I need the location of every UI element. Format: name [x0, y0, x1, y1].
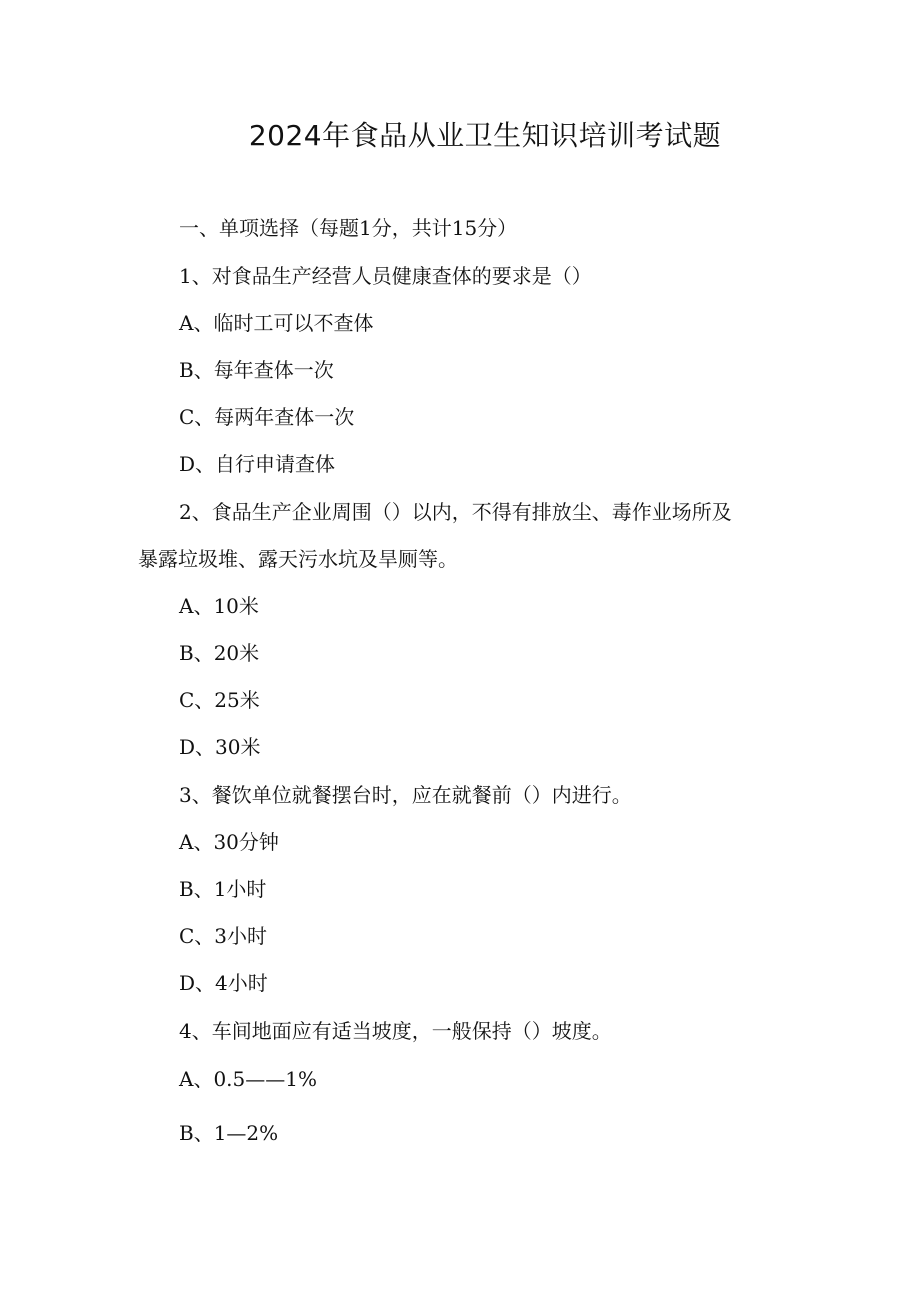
document-title: 2024年食品从业卫生知识培训考试题 — [248, 119, 722, 152]
question-2-option-b: B、20米 — [179, 641, 260, 665]
question-1-option-b: B、每年查体一次 — [179, 358, 334, 382]
question-3-option-b: B、1小时 — [179, 877, 267, 901]
question-4-option-a: A、0.5——1% — [179, 1067, 317, 1091]
question-1-option-a: A、临时工可以不查体 — [179, 311, 374, 335]
question-4-stem: 4、车间地面应有适当坡度，一般保持（）坡度。 — [179, 1019, 612, 1043]
question-1-stem: 1、对食品生产经营人员健康查体的要求是（） — [179, 264, 592, 288]
question-1-option-d: D、自行申请查体 — [179, 452, 336, 476]
question-2-option-a: A、10米 — [179, 594, 259, 618]
question-3-option-c: C、3小时 — [179, 924, 268, 948]
question-4-option-b: B、1—2% — [179, 1121, 279, 1145]
question-2-stem-continued: 暴露垃圾堆、露天污水坑及旱厕等。 — [138, 547, 458, 571]
question-3-option-a: A、30分钟 — [179, 830, 279, 854]
question-2-option-d: D、30米 — [179, 735, 261, 759]
question-1-option-c: C、每两年查体一次 — [179, 405, 355, 429]
section-heading: 一、单项选择（每题1分，共计15分） — [179, 216, 518, 240]
question-2-option-c: C、25米 — [179, 688, 260, 712]
question-3-stem: 3、餐饮单位就餐摆台时，应在就餐前（）内进行。 — [179, 783, 632, 807]
question-3-option-d: D、4小时 — [179, 971, 268, 995]
question-2-stem: 2、食品生产企业周围（）以内，不得有排放尘、毒作业场所及 — [179, 500, 732, 524]
